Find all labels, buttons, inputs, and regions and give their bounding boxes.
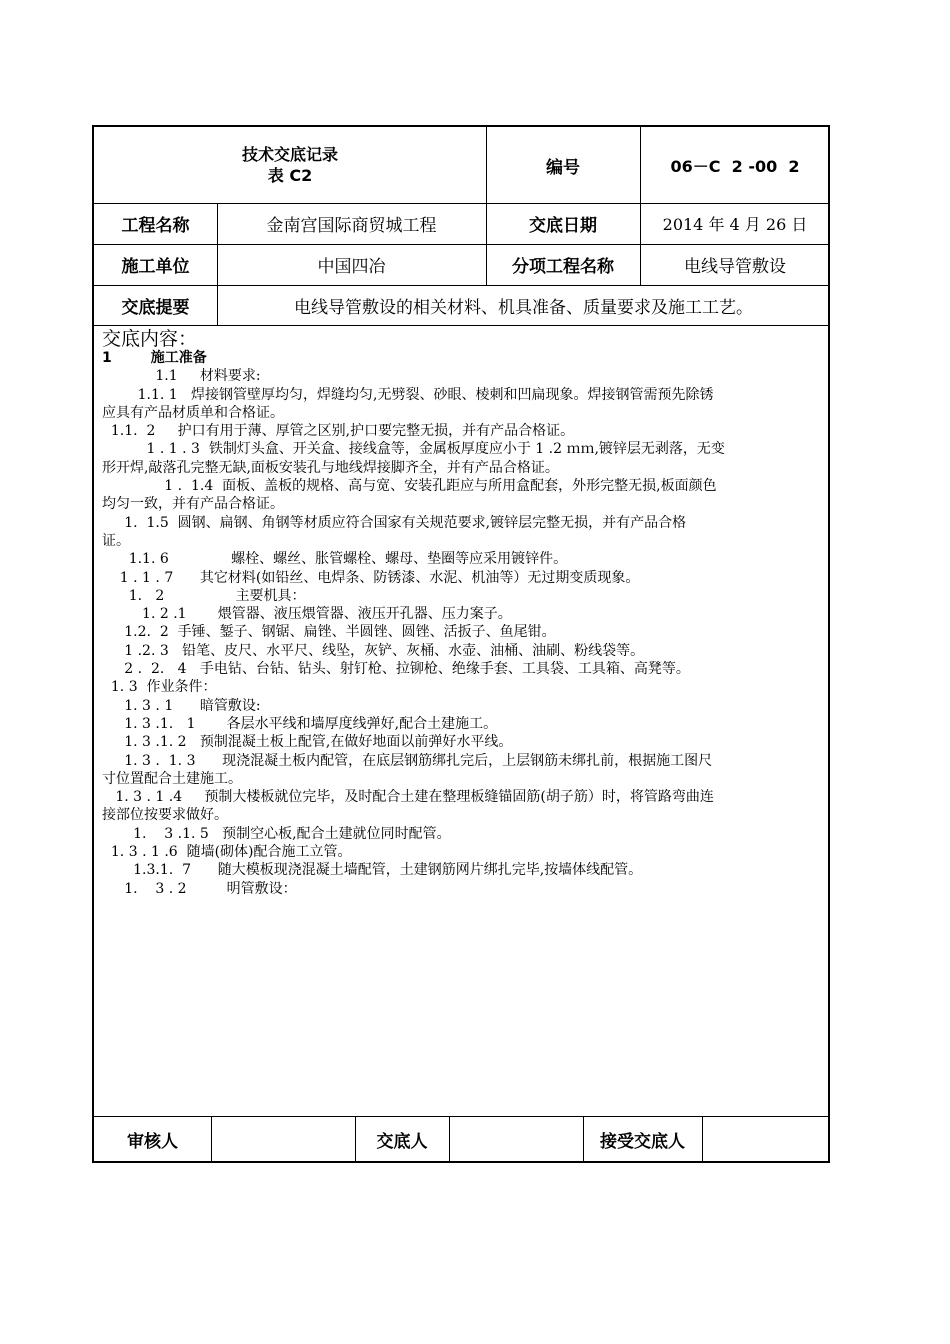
receiver-label: 接受交底人 bbox=[600, 1132, 685, 1152]
content-line: 1.3.1. 7 随大模板现浇混凝土墙配管，土建钢筋网片绑扎完毕,按墙体线配管。 bbox=[102, 862, 643, 879]
content-line: 1.1 材料要求: bbox=[102, 368, 261, 385]
content-line: 1 . 1.4 面板、盖板的规格、高与宽、安装孔距应与所用盒配套，外形完整无损,板面颜色 bbox=[102, 478, 717, 495]
project-name-label: 工程名称 bbox=[121, 216, 190, 236]
content-heading: 交底内容： bbox=[102, 328, 198, 350]
content-line: 1. 3 . 2 明管敷设： bbox=[102, 880, 297, 897]
content-line: 1. 3 .1. 2 预制混凝土板上配管,在做好地面以前弹好水平线。 bbox=[102, 734, 513, 751]
content-line: 证。 bbox=[102, 532, 130, 549]
discloser-label: 交底人 bbox=[376, 1132, 428, 1152]
discloser-field[interactable] bbox=[449, 1116, 583, 1163]
content-line: 1 施工准备 bbox=[102, 350, 207, 366]
content-line: 2 . 2. 4 手电钻、台钻、钻头、射钉枪、拉铆枪、绝缘手套、工具袋、工具箱、高凳等。 bbox=[102, 661, 690, 678]
content-line: 1. 3 . 1 .6 随墙(砌体)配合施工立管。 bbox=[102, 844, 352, 861]
form-title-line2: 表 C2 bbox=[267, 166, 313, 185]
disclosure-form bbox=[92, 125, 830, 1163]
content-line: 1. 3 . 1 .4 预制大楼板就位完毕，及时配合土建在整理板缝锚固筋(胡子筋）时，将管路弯曲连 bbox=[102, 789, 714, 806]
content-line: 寸位置配合土建施工。 bbox=[102, 770, 242, 787]
content-line: 1. 3 .1. 5 预制空心板,配合土建就位同时配管。 bbox=[102, 825, 451, 842]
content-line: 1. 2 主要机具： bbox=[102, 587, 306, 604]
content-line: 1 .2. 3 铅笔、皮尺、水平尺、线坠，灰铲、灰桶、水壶、油桶、油刷、粉线袋等。 bbox=[102, 642, 645, 659]
subproject-label: 分项工程名称 bbox=[512, 257, 614, 277]
content-line: 接部位按要求做好。 bbox=[102, 807, 228, 824]
unit-label: 施工单位 bbox=[121, 257, 190, 277]
unit-value: 中国四冶 bbox=[317, 257, 386, 277]
form-title-line1: 技术交底记录 bbox=[241, 145, 338, 164]
content-body bbox=[102, 329, 824, 898]
content-line: 1. 2 .1 煨管器、液压煨管器、液压开孔器、压力案子。 bbox=[102, 606, 512, 623]
summary-value: 电线导管敷设的相关材料、机具准备、质量要求及施工工艺。 bbox=[294, 297, 753, 318]
content-line: 均匀一致，并有产品合格证。 bbox=[102, 496, 284, 513]
row-divider bbox=[94, 325, 828, 326]
number-value: 06－C 2 -00 2 bbox=[670, 156, 800, 176]
content-line: 形开焊,敲落孔完整无缺,面板安装孔与地线焊接脚齐全，并有产品合格证。 bbox=[102, 459, 559, 476]
content-line: 1.1. 2 护口有用于薄、厚管之区别,护口要完整无损，并有产品合格证。 bbox=[102, 423, 575, 440]
content-line: 1.1. 6 螺栓、螺丝、胀管螺栓、螺母、垫圈等应采用镀锌件。 bbox=[102, 551, 568, 568]
content-line: 1 . 1 . 3 铁制灯头盒、开关盒、接线盒等，金属板厚度应小于 1 .2 ｍｍ,镀锌层无剥落，无变 bbox=[102, 441, 725, 458]
number-label: 编号 bbox=[546, 157, 580, 178]
content-line: 1. 3 作业条件： bbox=[102, 679, 217, 696]
summary-label: 交底提要 bbox=[121, 297, 190, 318]
content-line: 1. 3 . 1. 3 现浇混凝土板内配管，在底层钢筋绑扎完后，上层钢筋未绑扎前，根据施工图尺 bbox=[102, 752, 713, 769]
date-label: 交底日期 bbox=[529, 216, 597, 236]
subproject-value: 电线导管敷设 bbox=[684, 257, 786, 277]
content-line: 1.1. 1 焊接钢管壁厚均匀，焊缝均匀,无劈裂、砂眼、棱刺和凹扁现象。焊接钢管需预先除锈 bbox=[102, 386, 714, 403]
content-line: 1. 1.5 圆钢、扁钢、角钢等材质应符合国家有关规范要求,镀锌层完整无损，并有产品合格 bbox=[102, 514, 687, 531]
content-line: 1 . 1 . 7 其它材料(如铅丝、电焊条、防锈漆、水泥、机油等）无过期变质现象。 bbox=[102, 569, 640, 586]
form-title bbox=[94, 127, 486, 203]
date-value: 2014 年 4 月 26 日 bbox=[662, 215, 808, 234]
receiver-field[interactable] bbox=[702, 1116, 830, 1163]
content-line: 1. 3 .1. 1 各层水平线和墙厚度线弹好,配合土建施工。 bbox=[102, 715, 498, 732]
content-line: 1. 3 . 1 暗管敷设: bbox=[102, 697, 261, 714]
reviewer-label: 审核人 bbox=[127, 1132, 178, 1152]
project-name-value: 金南宫国际商贸城工程 bbox=[266, 216, 437, 236]
content-line: 1.2. 2 手锤、錾子、钢锯、扁锉、半圆锉、圆锉、活扳子、鱼尾钳。 bbox=[102, 624, 556, 641]
content-line: 应具有产品材质单和合格证。 bbox=[102, 404, 284, 421]
reviewer-field[interactable] bbox=[211, 1116, 355, 1163]
